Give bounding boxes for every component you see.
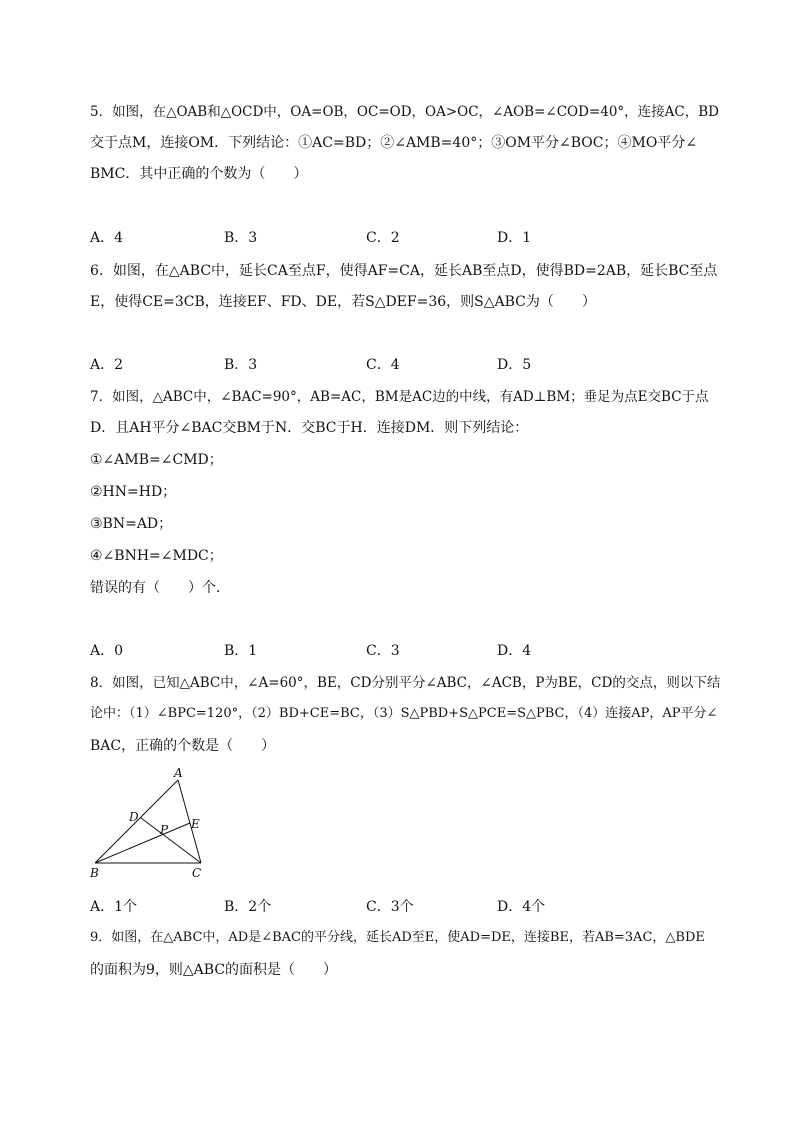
question-8-option-a[interactable]: A．1个 [90,899,138,915]
question-7-statement-1: ①∠AMB=∠CMD； [90,452,223,468]
question-8-line-1: 8．如图，已知△ABC中，∠A=60°，BE，CD分别平分∠ABC，∠ACB，P为BE，CD的交点，则以下结 [90,675,721,691]
question-5-option-b[interactable]: B．3 [224,230,258,246]
question-8-options [0,897,794,917]
question-7-option-b[interactable]: B．1 [224,643,258,659]
question-6-option-d[interactable]: D．5 [497,357,532,373]
question-5-option-a[interactable]: A．4 [90,230,124,246]
question-5-option-c[interactable]: C．2 [366,230,400,246]
question-7-line-7: 错误的有（ ）个． [90,580,230,596]
question-5-options [0,228,794,248]
question-6-line-2: E，使得CE=3CB，连接EF、FD、DE，若S△DEF=36，则S△ABC为（ ） [90,294,596,310]
label-e: E [191,817,200,831]
question-7-line-1: 7．如图，△ABC中，∠BAC=90°，AB=AC，BM是AC边的中线，有AD⊥BM；垂足为点E交BC于点 [90,389,709,405]
label-c: C [192,866,202,878]
question-9-line-1: 9．如图，在△ABC中，AD是∠BAC的平分线，延长AD至E，使AD=DE，连接BE，若AB=3AC，△BDE [90,930,705,945]
triangle-figure [86,766,216,878]
question-5-line-1: 5．如图，在△OAB和△OCD中，OA=OB，OC=OD，OA>OC，∠AOB=∠COD=40°，连接AC，BD [90,104,720,120]
question-7-statement-2: ②HN=HD； [90,484,177,500]
segment-be [95,823,190,863]
question-6-options [0,355,794,375]
question-8-option-c[interactable]: C．3个 [366,899,414,915]
label-a: A [174,766,183,780]
question-7-option-a[interactable]: A．0 [90,643,124,659]
question-6-line-1: 6．如图，在△ABC中，延长CA至点F，使得AF=CA，延长AB至点D，使得BD=2AB，延长BC至点 [90,263,718,279]
label-p: P [160,823,169,837]
question-9-line-2: 的面积为9，则△ABC的面积是（ ） [90,962,338,978]
label-b: B [90,866,99,878]
question-7-line-2: D．且AH平分∠BAC交BM于N．交BC于H．连接DM．则下列结论： [90,420,529,436]
question-6-option-c[interactable]: C．4 [366,357,400,373]
question-5-option-d[interactable]: D．1 [497,230,532,246]
question-6-option-a[interactable]: A．2 [90,357,124,373]
question-7-statement-3: ③BN=AD； [90,516,173,532]
question-5-line-2: 交于点M，连接OM．下列结论：①AC=BD；②∠AMB=40°；③OM平分∠BOC；④MO平分∠ [90,135,698,151]
question-7-option-c[interactable]: C．3 [366,643,400,659]
question-8-line-3: BAC，正确的个数是（ ） [90,738,276,754]
label-d: D [129,810,139,824]
question-7-option-d[interactable]: D．4 [497,643,532,659]
question-7-statement-4: ④∠BNH=∠MDC； [90,548,223,564]
question-8-line-2: 论中：（1）∠BPC=120°，（2）BD+CE=BC，（3）S△PBD+S△PCE=S△PBC，（4）连接AP，AP平分∠ [90,706,718,721]
question-8-option-b[interactable]: B．2个 [224,899,272,915]
question-6-option-b[interactable]: B．3 [224,357,258,373]
question-7-options [0,641,794,661]
question-8-option-d[interactable]: D．4个 [497,899,546,915]
question-5-line-3: BMC．其中正确的个数为（ ） [90,166,308,182]
